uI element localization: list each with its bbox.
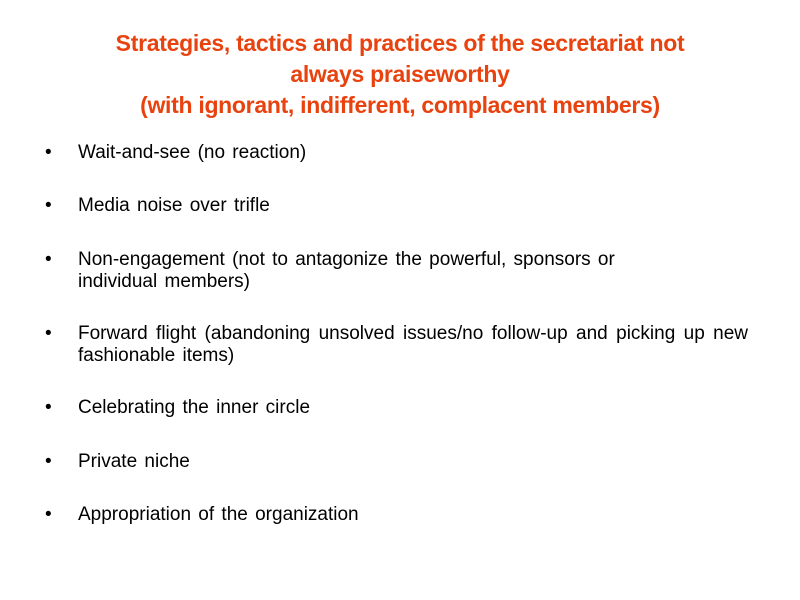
bullet-item-media-noise [45, 195, 755, 217]
slide-title-line-2: always praiseworthy [290, 61, 510, 87]
bullet-item-wait-and-see [45, 142, 755, 164]
bullet-dot-icon: • [45, 504, 52, 525]
bullet-item-appropriation [45, 504, 755, 526]
bullet-dot-icon: • [45, 142, 52, 163]
bullet-dot-icon: • [45, 249, 52, 270]
bullet-item-private-niche [45, 451, 755, 473]
bullet-item-celebrating [45, 397, 755, 419]
bullet-text: Forward flight (abandoning unsolved issues/no follow-up and picking up new fashionable items) [78, 323, 748, 366]
bullet-text: Media noise over trifle [78, 195, 270, 216]
bullet-text: Wait-and-see (no reaction) [78, 142, 307, 163]
slide-title-line-3: (with ignorant, indifferent, complacent members) [140, 92, 660, 118]
bullet-dot-icon: • [45, 451, 52, 472]
bullet-text: Private niche [78, 451, 190, 472]
bullet-dot-icon: • [45, 323, 52, 344]
bullet-dot-icon: • [45, 397, 52, 418]
bullet-item-non-engagement [45, 249, 755, 293]
bullet-dot-icon: • [45, 195, 52, 216]
bullet-text: Non-engagement (not to antagonize the powerful, sponsors or individual members) [78, 249, 615, 292]
bullet-item-forward-flight [45, 323, 755, 367]
bullet-text: Appropriation of the organization [78, 504, 359, 525]
bullet-text: Celebrating the inner circle [78, 397, 311, 418]
slide-title-line-1: Strategies, tactics and practices of the secretariat not [115, 30, 685, 56]
